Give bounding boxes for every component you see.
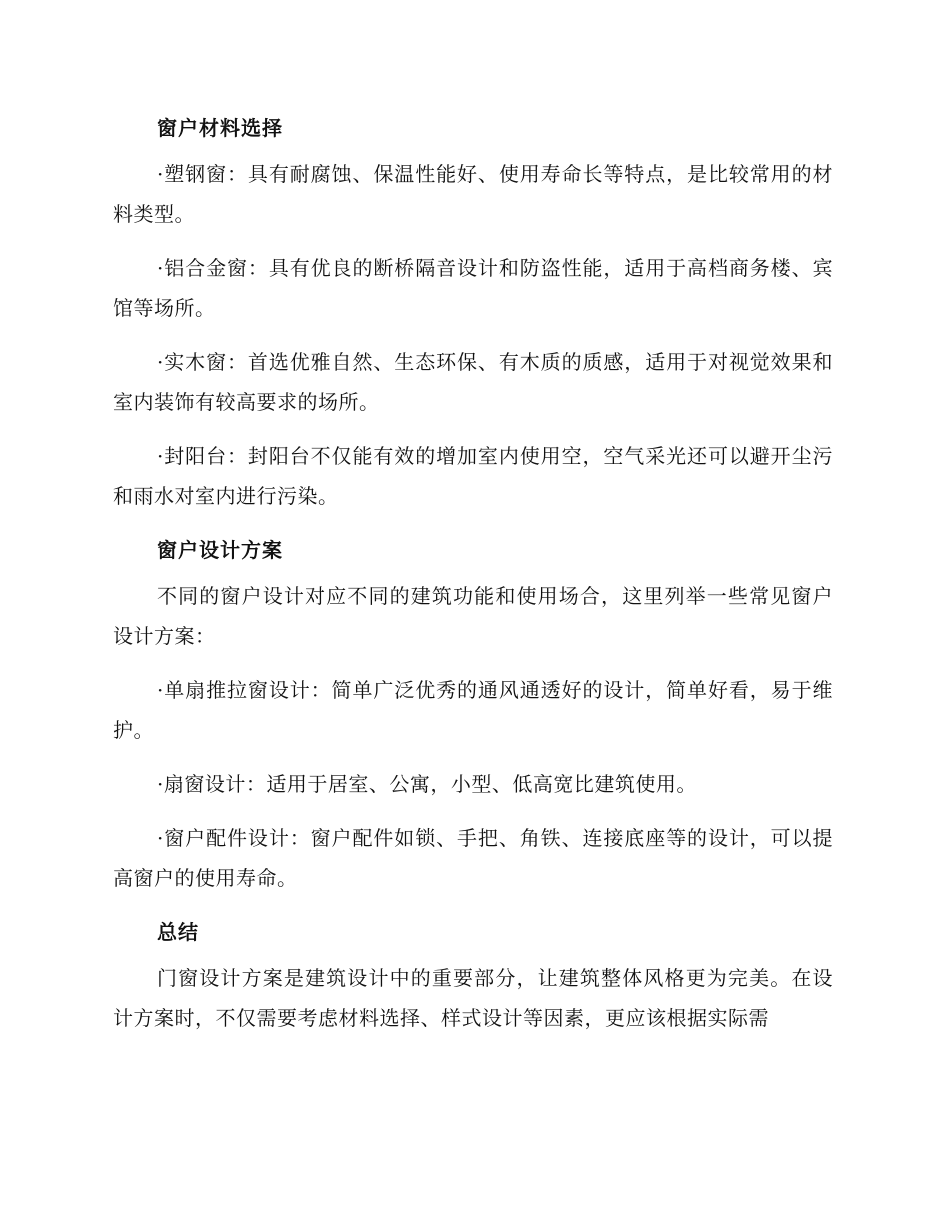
paragraph-summary: 门窗设计方案是建筑设计中的重要部分，让建筑整体风格更为完美。在设计方案时，不仅需要考虑材料选择、样式设计等因素，更应该根据实际需 bbox=[113, 966, 833, 1030]
section-heading-design-plans: 窗户设计方案 bbox=[157, 538, 283, 562]
document-body bbox=[113, 108, 833, 1052]
paragraph-design-intro: 不同的窗户设计对应不同的建筑功能和使用场合，这里列举一些常见窗户设计方案： bbox=[113, 584, 833, 648]
paragraph-casement-window: ·扇窗设计：适用于居室、公寓，小型、低高宽比建筑使用。 bbox=[157, 772, 697, 796]
paragraph-wood-window: ·实木窗：首选优雅自然、生态环保、有木质的质感，适用于对视觉效果和室内装饰有较高要求的场所。 bbox=[113, 350, 833, 414]
section-heading-summary: 总结 bbox=[157, 920, 199, 944]
section-heading-materials: 窗户材料选择 bbox=[157, 116, 283, 140]
paragraph-enclosed-balcony: ·封阳台：封阳台不仅能有效的增加室内使用空，空气采光还可以避开尘污和雨水对室内进行污染。 bbox=[113, 444, 833, 508]
paragraph-upvc-window: ·塑钢窗：具有耐腐蚀、保温性能好、使用寿命长等特点，是比较常用的材料类型。 bbox=[113, 162, 833, 226]
paragraph-sliding-window: ·单扇推拉窗设计：简单广泛优秀的通风通透好的设计，简单好看，易于维护。 bbox=[113, 678, 833, 742]
paragraph-aluminum-window: ·铝合金窗：具有优良的断桥隔音设计和防盗性能，适用于高档商务楼、宾馆等场所。 bbox=[113, 256, 833, 320]
paragraph-window-hardware: ·窗户配件设计：窗户配件如锁、手把、角铁、连接底座等的设计，可以提高窗户的使用寿命。 bbox=[113, 826, 833, 890]
